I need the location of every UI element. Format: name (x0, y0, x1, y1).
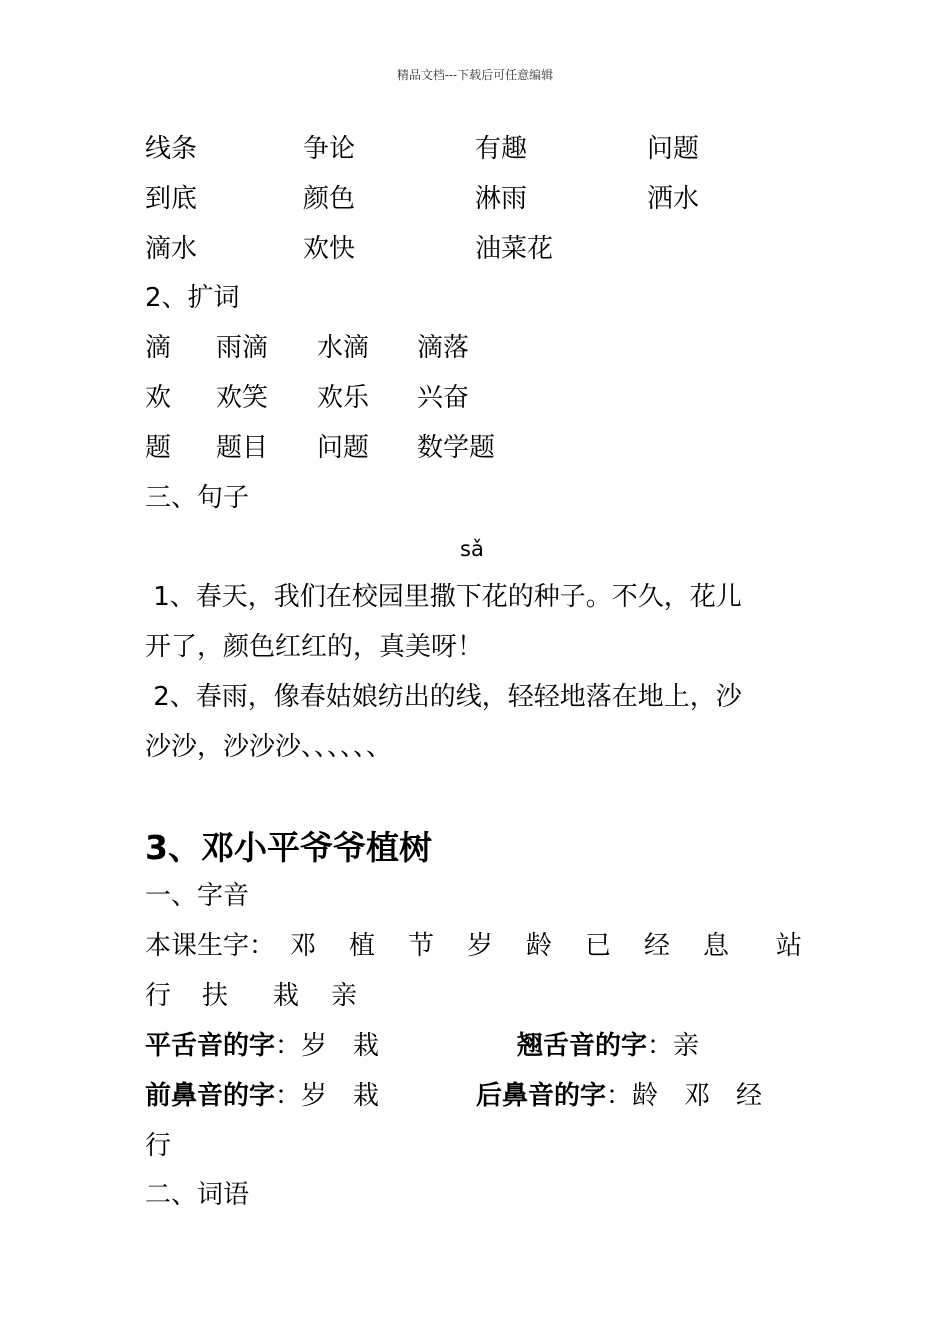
sentence-line: 开了，颜色红红的，真美呀！ (145, 632, 484, 662)
new-char: 岁 (467, 931, 494, 961)
flat-tongue-row (145, 1030, 379, 1062)
section-heading: 一、字音 (145, 881, 250, 911)
expand-word: 滴落 (417, 333, 470, 363)
vocab-word: 油菜花 (475, 234, 554, 264)
back-nasal-continuation: 行 (145, 1131, 172, 1161)
back-nasal-chars: ：龄 邓 经 (606, 1081, 763, 1111)
expand-word: 滴 (145, 333, 172, 363)
expand-word: 雨滴 (216, 333, 269, 363)
vocab-word: 颜色 (303, 184, 356, 214)
back-nasal-label: 后鼻音的字 (476, 1081, 607, 1111)
vocab-word: 洒水 (647, 184, 700, 214)
section-heading: 二、词语 (145, 1180, 250, 1210)
expand-word: 数学题 (417, 433, 496, 463)
vocab-word: 滴水 (145, 234, 198, 264)
new-char: 已 (585, 931, 612, 961)
vocab-word: 到底 (145, 184, 198, 214)
sentence-line: 2、春雨，像春姑娘纺出的线，轻轻地落在地上，沙 (145, 682, 742, 712)
pinyin-annotation: sǎ (460, 537, 484, 561)
new-chars-label: 本课生字： (145, 931, 276, 961)
curled-tongue-row (517, 1030, 699, 1062)
new-char: 行 (145, 981, 172, 1011)
expand-word: 题目 (216, 433, 269, 463)
expand-word: 欢 (145, 383, 172, 413)
new-char: 龄 (526, 931, 553, 961)
new-char: 息 (703, 931, 730, 961)
curled-tongue-label: 翘舌音的字 (517, 1031, 648, 1061)
lesson-title: 3、邓小平爷爷植树 (145, 828, 432, 867)
new-char: 亲 (331, 981, 358, 1011)
new-char: 植 (349, 931, 376, 961)
front-nasal-chars: ：岁 栽 (275, 1081, 380, 1111)
front-nasal-row (145, 1080, 379, 1112)
sentence-line: 沙沙，沙沙沙、、、、、、 (145, 732, 393, 762)
section-heading: 2、扩词 (145, 283, 240, 313)
new-char: 节 (408, 931, 435, 961)
new-char: 经 (644, 931, 671, 961)
expand-word: 欢乐 (317, 383, 370, 413)
vocab-word: 线条 (145, 134, 198, 164)
section-heading: 三、句子 (145, 483, 250, 513)
vocab-word: 有趣 (475, 134, 528, 164)
expand-word: 水滴 (317, 333, 370, 363)
curled-tongue-chars: ：亲 (647, 1031, 700, 1061)
page-header: 精品文档---下载后可任意编辑 (396, 68, 554, 82)
vocab-word: 问题 (647, 134, 700, 164)
flat-tongue-chars: ：岁 栽 (275, 1031, 380, 1061)
expand-word: 兴奋 (417, 383, 470, 413)
new-char: 扶 (202, 981, 229, 1011)
flat-tongue-label: 平舌音的字 (145, 1031, 276, 1061)
vocab-word: 淋雨 (475, 184, 528, 214)
new-char: 邓 (290, 931, 317, 961)
expand-word: 欢笑 (216, 383, 269, 413)
front-nasal-label: 前鼻音的字 (145, 1081, 276, 1111)
sentence-line: 1、春天，我们在校园里撒下花的种子。不久，花儿 (145, 582, 742, 612)
back-nasal-row (476, 1080, 762, 1112)
expand-word: 问题 (317, 433, 370, 463)
vocab-word: 争论 (303, 134, 356, 164)
new-char: 站 (776, 931, 803, 961)
vocab-word: 欢快 (303, 234, 356, 264)
expand-word: 题 (145, 433, 172, 463)
new-char: 栽 (273, 981, 300, 1011)
